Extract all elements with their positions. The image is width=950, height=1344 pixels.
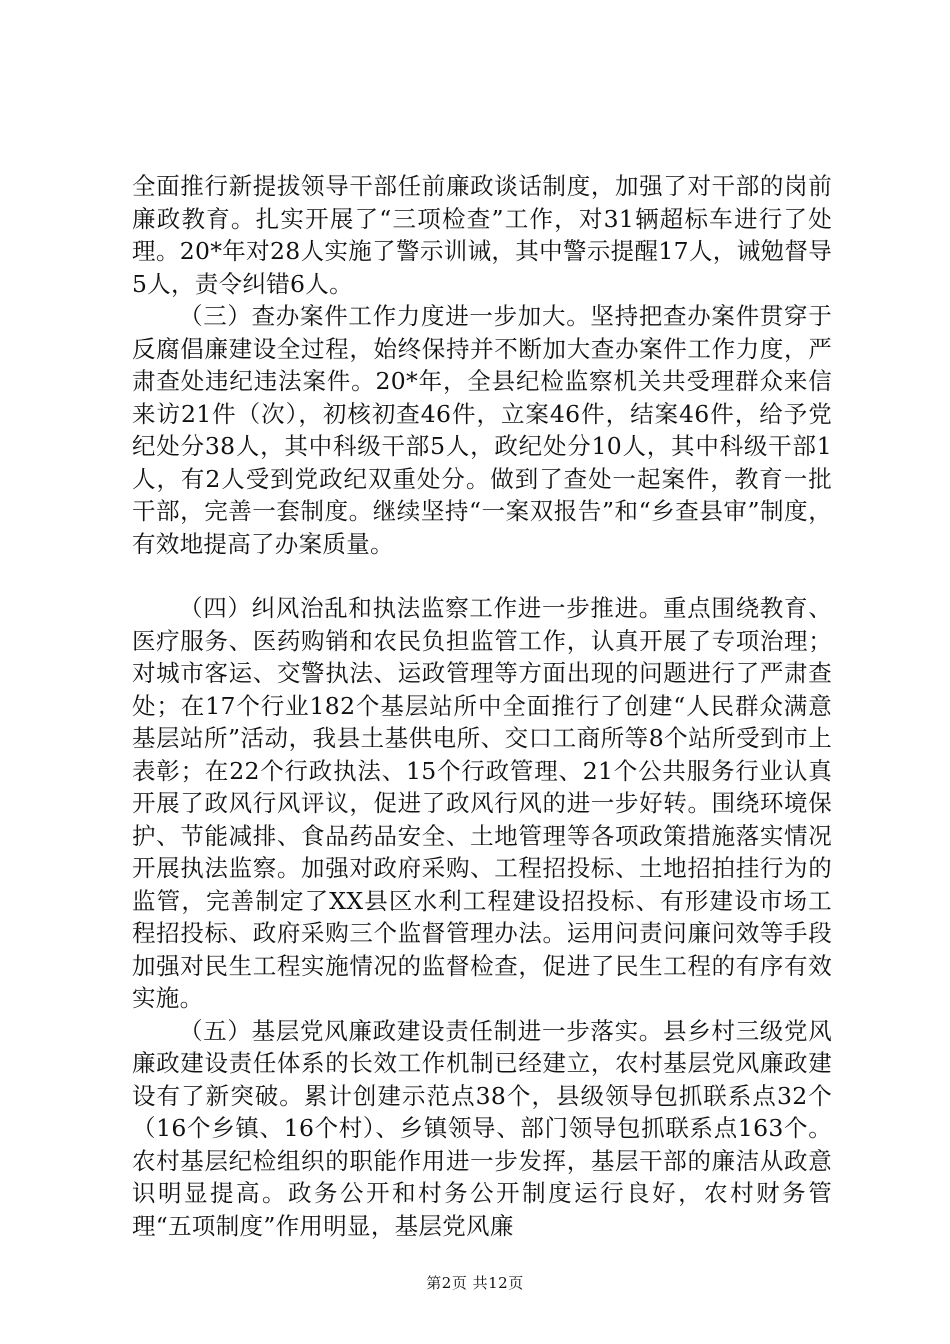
paragraph-section-3: （三）查办案件工作力度进一步加大。坚持把查办案件贯穿于反腐倡廉建设全过程，始终保持并不断加大查办案件工作力度，严肃查处违纪违法案件。20*年，全县纪检监察机关共受理群众来信来访21件（次），初核初查46件，立案46件，结案46件，给予党纪处分38人，其中科级干部5人，政纪处分10人，其中科级干部1人，有2人受到党政纪双重处分。做到了查处一起案件，教育一批干部，完善一套制度。继续坚持“一案双报告”和“乡查县审”制度，有效地提高了办案质量。 [132,302,832,558]
paragraph-section-5: （五）基层党风廉政建设责任制进一步落实。县乡村三级党风廉政建设责任体系的长效工作机制已经建立，农村基层党风廉政建设有了新突破。累计创建示范点38个，县级领导包抓联系点32个（16个乡镇、16个村）、乡镇领导、部门领导包抓联系点163个。农村基层纪检组织的职能作用进一步发挥，基层干部的廉洁从政意识明显提高。政务公开和村务公开制度运行良好，农村财务管理“五项制度”作用明显，基层党风廉 [132,1016,832,1240]
page-number-footer: 第2页 共12页 [426,1274,524,1292]
paragraph-continuation: 全面推行新提拔领导干部任前廉政谈话制度，加强了对干部的岗前廉政教育。扎实开展了“三项检查”工作，对31辆超标车进行了处理。20*年对28人实施了警示训诫，其中警示提醒17人，诫勉督导5人，责令纠错6人。 [132,172,832,298]
paragraph-section-4: （四）纠风治乱和执法监察工作进一步推进。重点围绕教育、医疗服务、医药购销和农民负担监管工作，认真开展了专项治理；对城市客运、交警执法、运政管理等方面出现的问题进行了严肃查处；在17个行业182个基层站所中全面推行了创建“人民群众满意基层站所”活动，我县土基供电所、交口工商所等8个站所受到市上表彰；在22个行政执法、15个行政管理、21个公共服务行业认真开展了政风行风评议，促进了政风行风的进一步好转。围绕环境保护、节能减排、食品药品安全、土地管理等各项政策措施落实情况开展执法监察。加强对政府采购、工程招投标、土地招拍挂行为的监管，完善制定了XX县区水利工程建设招投标、有形建设市场工程招投标、政府采购三个监督管理办法。运用问责问廉问效等手段加强对民生工程实施情况的监督检查，促进了民生工程的有序有效实施。 [132,594,832,1012]
document-body [132,170,832,1242]
